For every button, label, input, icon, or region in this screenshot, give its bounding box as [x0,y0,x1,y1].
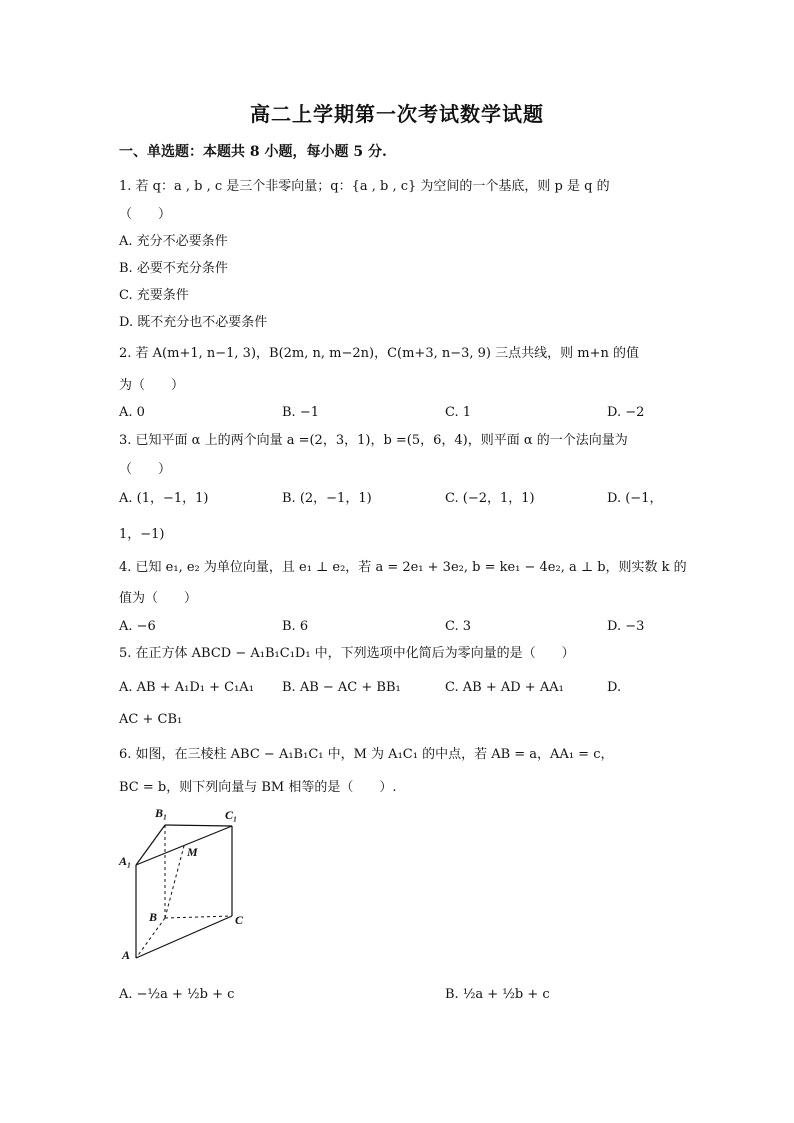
q3-stem-cont: （ ） [119,462,172,477]
q4-stem-cont: 值为（ ） [119,591,198,606]
q1-stem: 1. 若 q：a , b , c 是三个非零向量；q：{a , b , c} 为空间的一个基底，则 p 是 q 的 [119,179,610,194]
q3-option-c: C. (−2，1，1) [445,491,535,506]
q4-option-b: B. 6 [282,619,309,634]
q1-option-b: B. 必要不充分条件 [119,261,228,276]
q3-option-a: A. (1，−1，1) [119,491,209,506]
q6-option-a: A. −½a + ½b + c [119,987,235,1002]
q4-stem: 4. 已知 e₁, e₂ 为单位向量，且 e₁ ⊥ e₂，若 a = 2e₁ + 3e₂, b = ke₁ − 4e₂, a ⊥ b，则实数 k 的 [119,560,687,575]
prism-diagram [119,808,259,968]
q2-stem: 2. 若 A(m+1, n−1, 3)，B(2m, n, m−2n)，C(m+3, n−3, 9) 三点共线，则 m+n 的值 [119,346,639,361]
q5-option-c: C. AB + AD + AA₁ [445,680,564,695]
q3-option-d: D. (−1， [607,491,663,506]
q6-stem-cont: BC = b，则下列向量与 BM 相等的是（ ）. [119,780,397,795]
page-title: 高二上学期第一次考试数学试题 [250,102,544,126]
q2-stem-cont: 为（ ） [119,378,185,393]
q4-option-a: A. −6 [119,619,156,634]
q6-stem: 6. 如图，在三棱柱 ABC − A₁B₁C₁ 中，M 为 A₁C₁ 的中点，若 AB = a，AA₁ = c， [119,747,614,762]
label-b: B [149,910,158,924]
q2-option-c: C. 1 [445,405,472,420]
label-b1: B₁ [155,806,168,820]
prism-figure [119,808,259,968]
section-heading: 一、单选题：本题共 8 小题，每小题 5 分. [119,144,387,160]
q1-option-a: A. 充分不必要条件 [119,234,228,249]
q6-option-b: B. ½a + ½b + c [445,987,550,1002]
edge-bc [165,916,232,918]
edge-b1c1 [165,825,232,826]
q1-option-c: C. 充要条件 [119,288,189,303]
q4-option-d: D. −3 [607,619,645,634]
q4-option-c: C. 3 [445,619,472,634]
q5-option-d-cont: AC + CB₁ [119,712,183,727]
q5-option-d: D. [607,680,622,695]
q3-option-b: B. (2，−1，1) [282,491,372,506]
label-c1: C₁ [225,808,238,822]
label-m: M [187,845,198,859]
edge-bm [165,846,184,918]
label-a: A [122,948,131,962]
q5-stem: 5. 在正方体 ABCD − A₁B₁C₁D₁ 中，下列选项中化简后为零向量的是（ ） [119,646,575,661]
q5-option-a: A. AB + A₁D₁ + C₁A₁ [119,680,254,695]
q2-option-b: B. −1 [282,405,319,420]
label-c: C [235,913,244,927]
label-a1: A₁ [119,854,132,868]
q3-option-d-cont: 1，−1) [119,527,165,542]
q1-stem-cont: （ ） [119,207,172,222]
q1-option-d: D. 既不充分也不必要条件 [119,315,268,330]
q3-stem: 3. 已知平面 α 上的两个向量 a =(2，3，1)，b =(5，6，4)，则平面 α 的一个法向量为 [119,433,628,448]
q2-option-d: D. −2 [607,405,645,420]
q2-option-a: A. 0 [119,405,145,420]
q5-option-b: B. AB − AC + BB₁ [282,680,401,695]
